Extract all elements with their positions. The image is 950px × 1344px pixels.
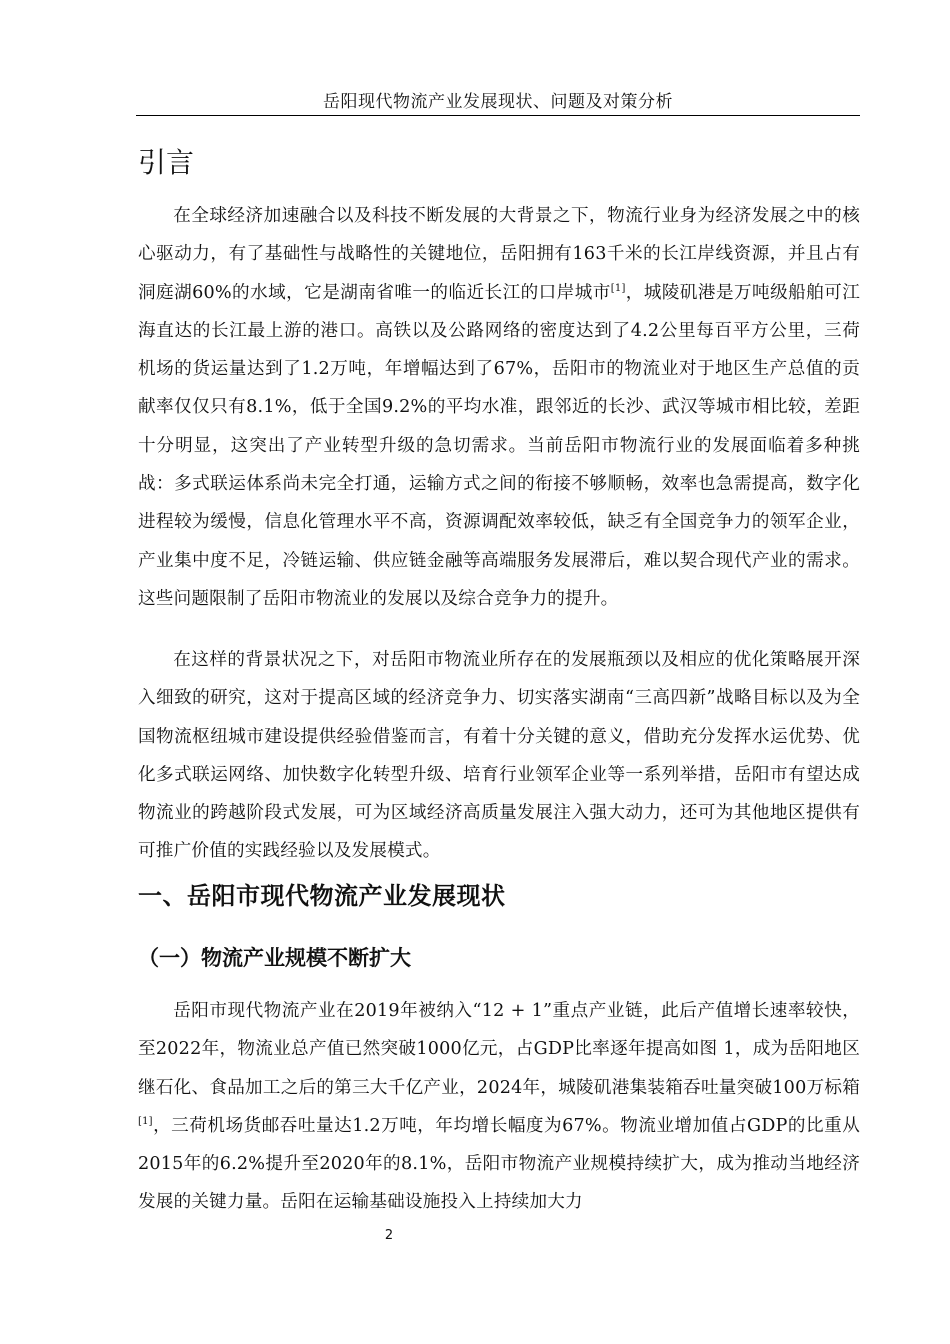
sub-p1-text-a: 岳阳市现代物流产业在2019年被纳入“12 + 1”重点产业链，此后产值增长速率较快，至2022年，物流业总产值已然突破1000亿元，占GDP比率逐年提高如图 1，成为岳阳地区继石化、食品加工之后的第三大千亿产业，2024年，城陵矶港集装箱吞吐量突破100万标箱 bbox=[138, 1001, 860, 1098]
intro-heading: 引言 bbox=[138, 146, 195, 179]
running-header: 岳阳现代物流产业发展现状、问题及对策分析 bbox=[323, 92, 673, 112]
section-heading: 一、岳阳市现代物流产业发展现状 bbox=[138, 882, 506, 910]
intro-p1-text-a: 在全球经济加速融合以及科技不断发展的大背景之下，物流行业身为经济发展之中的核心驱动力，有了基础性与战略性的关键地位，岳阳拥有163千米的长江岸线资源，并且占有洞庭湖60%的水域，它是湖南省唯一的临近长江的口岸城市 bbox=[138, 206, 860, 303]
subsection-heading: （一）物流产业规模不断扩大 bbox=[138, 946, 411, 970]
subsection-paragraph-1 bbox=[138, 992, 860, 1222]
intro-paragraph-2: 在这样的背景状况之下，对岳阳市物流业所存在的发展瓶颈以及相应的优化策略展开深入细致的研究，这对于提高区域的经济竞争力、切实落实湖南“三高四新”战略目标以及为全国物流枢纽城市建设提供经验借鉴而言，有着十分关键的意义，借助充分发挥水运优势、优化多式联运网络、加快数字化转型升级、培育行业领军企业等一系列举措，岳阳市有望达成物流业的跨越阶段式发展，可为区域经济高质量发展注入强大动力，还可为其他地区提供有可推广价值的实践经验以及发展模式。 bbox=[138, 650, 860, 862]
sub-p1-text-b: ，三荷机场货邮吞吐量达1.2万吨，年均增长幅度为67%。物流业增加值占GDP的比重从2015年的6.2%提升至2020年的8.1%，岳阳市物流产业规模持续扩大，成为推动当地经济发展的关键力量。岳阳在运输基础设施投入上持续加大力 bbox=[138, 1115, 860, 1213]
citation-ref[interactable]: [1] bbox=[138, 1115, 153, 1127]
header-rule bbox=[136, 115, 860, 116]
citation-ref[interactable]: [1] bbox=[610, 282, 626, 294]
intro-paragraph-1 bbox=[138, 197, 860, 618]
intro-p1-text-b: ，城陵矶港是万吨级船舶可江海直达的长江最上游的港口。高铁以及公路网络的密度达到了4.2公里每百平方公里，三荷机场的货运量达到了1.2万吨，年增幅达到了67%，岳阳市的物流业对于地区生产总值的贡献率仅仅只有8.1%，低于全国9.2%的平均水准，跟邻近的长沙、武汉等城市相比较，差距十分明显，这突出了产业转型升级的急切需求。当前岳阳市物流行业的发展面临着多种挑战：多式联运体系尚未完全打通，运输方式之间的衔接不够顺畅，效率也急需提高，数字化进程较为缓慢，信息化管理水平不高，资源调配效率较低，缺乏有全国竞争力的领军企业，产业集中度不足，冷链运输、供应链金融等高端服务发展滞后，难以契合现代产业的需求。这些问题限制了岳阳市物流业的发展以及综合竞争力的提升。 bbox=[138, 282, 860, 609]
page-number: 2 bbox=[384, 1228, 394, 1243]
